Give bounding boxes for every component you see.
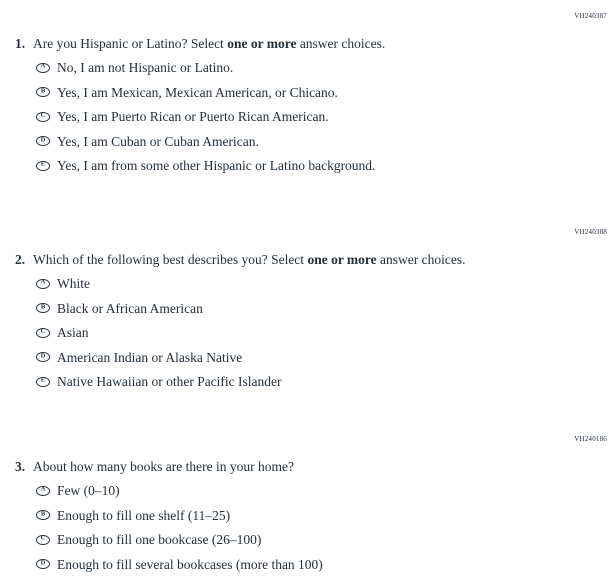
question-text-prefix: Are you Hispanic or Latino? Select	[33, 36, 228, 51]
bubble-letter: B	[40, 87, 46, 95]
answer-option[interactable]	[36, 483, 607, 498]
answer-option[interactable]	[36, 276, 607, 291]
answer-option[interactable]	[36, 109, 607, 124]
question-text-prefix: Which of the following best describes you? Select	[33, 252, 308, 267]
answer-option[interactable]	[36, 325, 607, 340]
answer-bubble-icon[interactable]	[36, 63, 50, 73]
option-label: Asian	[57, 325, 89, 340]
answer-option[interactable]	[36, 532, 607, 547]
answer-bubble-icon[interactable]	[36, 486, 50, 496]
bubble-letter: E	[40, 160, 46, 168]
answer-bubble-icon[interactable]	[36, 161, 50, 171]
answer-option[interactable]	[36, 60, 607, 75]
question-3-prompt	[15, 459, 607, 474]
answer-bubble-icon[interactable]	[36, 303, 50, 313]
answer-bubble-icon[interactable]	[36, 377, 50, 387]
bubble-letter: C	[40, 111, 46, 119]
bubble-letter: E	[40, 376, 46, 384]
question-text	[33, 459, 294, 474]
bubble-letter: A	[40, 62, 46, 70]
answer-option[interactable]	[36, 508, 607, 523]
option-label: Yes, I am Puerto Rican or Puerto Rican American.	[57, 109, 329, 124]
item-code: VH240388	[574, 228, 607, 236]
option-label: Yes, I am from some other Hispanic or Latino background.	[57, 158, 376, 173]
question-text	[33, 252, 466, 267]
option-label: Native Hawaiian or other Pacific Islander	[57, 374, 282, 389]
answer-bubble-icon[interactable]	[36, 510, 50, 520]
question-block-2	[15, 228, 607, 389]
answer-option[interactable]	[36, 301, 607, 316]
option-label: Few (0–10)	[57, 483, 120, 498]
option-label: American Indian or Alaska Native	[57, 349, 243, 365]
question-1-prompt	[15, 36, 607, 51]
answer-option[interactable]	[36, 350, 607, 365]
question-block-1	[15, 12, 607, 173]
bubble-letter: C	[40, 327, 46, 335]
question-number: 1.	[15, 36, 26, 51]
question-number: 3.	[15, 459, 26, 474]
question-text-bold: one or more	[307, 252, 377, 267]
option-label: Enough to fill several bookcases (more than 100)	[57, 556, 323, 572]
answer-bubble-icon[interactable]	[36, 87, 50, 97]
answer-bubble-icon[interactable]	[36, 136, 50, 146]
answer-bubble-icon[interactable]	[36, 279, 50, 289]
option-label: White	[57, 276, 90, 291]
answer-bubble-icon[interactable]	[36, 535, 50, 545]
item-code: VH240387	[574, 12, 607, 20]
answer-bubble-icon[interactable]	[36, 352, 50, 362]
question-2-prompt	[15, 252, 607, 267]
option-label: Yes, I am Mexican, Mexican American, or Chicano.	[57, 84, 338, 100]
option-label: Enough to fill one shelf (11–25)	[57, 507, 231, 523]
bubble-letter: C	[40, 534, 46, 542]
question-text-bold: one or more	[227, 36, 297, 51]
answer-bubble-icon[interactable]	[36, 112, 50, 122]
question-number: 2.	[15, 252, 26, 267]
bubble-letter: A	[40, 485, 46, 493]
answer-bubble-icon[interactable]	[36, 559, 50, 569]
option-label: Black or African American	[57, 300, 203, 316]
question-block-3	[15, 435, 607, 572]
bubble-letter: B	[40, 510, 46, 518]
answer-option[interactable]	[36, 557, 607, 572]
bubble-letter: D	[40, 136, 46, 144]
bubble-letter: D	[40, 559, 46, 567]
answer-option[interactable]	[36, 85, 607, 100]
bubble-letter: B	[40, 303, 46, 311]
answer-option[interactable]	[36, 374, 607, 389]
answer-option[interactable]	[36, 158, 607, 173]
answer-option[interactable]	[36, 134, 607, 149]
option-label: Yes, I am Cuban or Cuban American.	[57, 133, 259, 149]
question-text-suffix: answer choices.	[376, 252, 466, 267]
question-text	[33, 36, 385, 51]
answer-bubble-icon[interactable]	[36, 328, 50, 338]
option-label: No, I am not Hispanic or Latino.	[57, 60, 234, 75]
bubble-letter: D	[40, 352, 46, 360]
question-text-suffix: answer choices.	[296, 36, 386, 51]
option-label: Enough to fill one bookcase (26–100)	[57, 532, 262, 547]
bubble-letter: A	[40, 278, 46, 286]
question-text-prefix: About how many books are there in your home?	[33, 459, 294, 474]
item-code: VH240186	[574, 435, 607, 443]
